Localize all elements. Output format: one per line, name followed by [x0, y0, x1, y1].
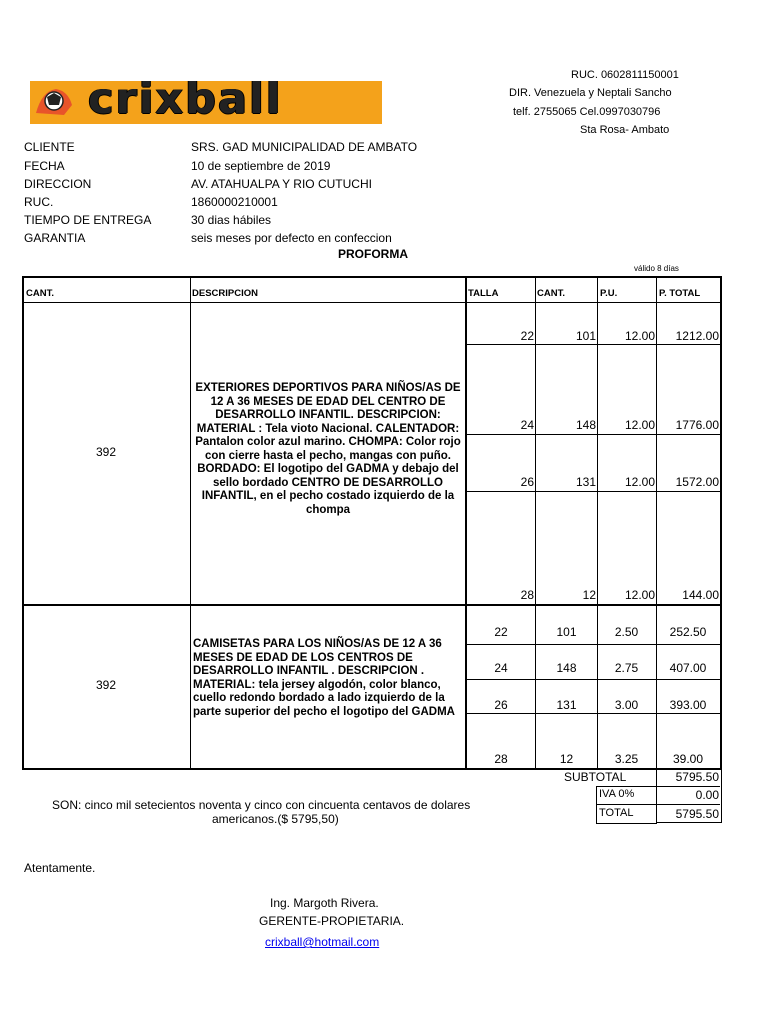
date-value: 10 de septiembre de 2019 [191, 159, 331, 173]
table-cell: 101 [556, 625, 577, 639]
address-label: DIRECCION [24, 177, 92, 191]
row-divider [466, 679, 720, 680]
document-title: PROFORMA [338, 247, 408, 261]
table-cell: 39.00 [672, 752, 704, 766]
header-cant2: CANT. [537, 288, 565, 299]
warranty-label: GARANTIA [24, 231, 86, 245]
header-pu: P.U. [600, 288, 618, 299]
subtotal-value: 5795.50 [675, 770, 719, 784]
table-cell: 148 [556, 661, 577, 675]
group2-description: CAMISETAS PARA LOS NIÑOS/AS DE 12 A 36 MESES DE EDAD DE LOS CENTROS DE DESARROLLO INFANTIL . DESCRIPCION . MATERIAL: tela jersey algodón, color blanco, cuello redondo bordado a lado izquierdo de la parte superior del pecho el logotipo del GADMA [193, 638, 455, 718]
table-cell: 148 [575, 418, 596, 432]
col-divider [465, 276, 467, 768]
table-cell: 26 [520, 475, 534, 489]
ruc-value: 1860000210001 [191, 195, 278, 209]
total-label: TOTAL [599, 807, 634, 819]
table-cell: 28 [520, 588, 534, 602]
subtotal-label: SUBTOTAL [564, 770, 627, 784]
table-cell: 393.00 [669, 698, 707, 712]
table-cell: 12.00 [624, 329, 655, 343]
table-cell: 252.50 [669, 625, 707, 639]
delivery-label: TIEMPO DE ENTREGA [24, 213, 152, 227]
amount-in-words-2: americanos.($ 5795,50) [212, 812, 339, 826]
table-cell: 24 [520, 418, 534, 432]
address-value: AV. ATAHUALPA Y RIO CUTUCHI [191, 177, 372, 191]
signature-role: GERENTE-PROPIETARIA. [259, 914, 405, 928]
total-value: 5795.50 [675, 807, 719, 821]
table-cell: 2.50 [614, 625, 639, 639]
table-cell: 3.00 [614, 698, 639, 712]
table-cell: 101 [575, 329, 596, 343]
table-cell: 26 [494, 698, 508, 712]
table-cell: 22 [494, 625, 508, 639]
table-cell: 131 [575, 475, 596, 489]
table-cell: 12.00 [624, 588, 655, 602]
table-cell: 12.00 [624, 418, 655, 432]
logo-text: crixball [88, 81, 283, 124]
col-divider [656, 276, 657, 768]
header-talla: TALLA [468, 288, 499, 299]
company-logo [30, 81, 382, 124]
row-divider [466, 344, 720, 345]
col-divider [535, 276, 536, 768]
table-cell: 12 [559, 752, 574, 766]
group2-qty: 392 [95, 678, 117, 692]
table-cell: 1776.00 [675, 418, 719, 432]
table-cell: 1212.00 [675, 329, 719, 343]
closing-text: Atentamente. [24, 861, 96, 875]
table-cell: 24 [494, 661, 508, 675]
table-cell: 12.00 [624, 475, 655, 489]
ruc-label: RUC. [24, 195, 54, 209]
group1-description: EXTERIORES DEPORTIVOS PARA NIÑOS/AS DE 12 A 36 MESES DE EDAD DEL CENTRO DE DESARROLLO INFANTIL. DESCRIPCION: MATERIAL : Tela vioto Nacional. CALENTADOR: Pantalon color azul marino. CHOMPA: Color rojo con cierre hasta el pecho, mangas con puño. BORDADO: El logotipo del GADMA y debajo del sello bordado CENTRO DE DESARROLLO INFANTIL, en el pecho costado izquierdo de la chompa [195, 382, 461, 516]
validity-note: válido 8 días [634, 264, 679, 273]
table-cell: 22 [520, 329, 534, 343]
col-divider [597, 276, 598, 768]
table-cell: 1572.00 [675, 475, 719, 489]
table-cell: 2.75 [614, 661, 639, 675]
header-cant: CANT. [26, 288, 54, 299]
company-city: Sta Rosa- Ambato [580, 124, 670, 136]
iva-label: IVA 0% [599, 788, 635, 800]
ball-icon [34, 85, 74, 119]
row-divider [466, 434, 720, 435]
row-divider [466, 713, 720, 714]
header-descripcion: DESCRIPCION [192, 288, 258, 299]
col-divider [190, 276, 191, 768]
client-value: SRS. GAD MUNICIPALIDAD DE AMBATO [191, 140, 418, 154]
signature-name: Ing. Margoth Rivera. [270, 896, 379, 910]
client-label: CLIENTE [24, 140, 75, 154]
table-cell: 131 [556, 698, 577, 712]
row-divider [466, 644, 720, 645]
iva-value: 0.00 [695, 788, 719, 802]
amount-in-words: SON: cinco mil setecientos noventa y cinco con cincuenta centavos de dolares [52, 798, 471, 812]
header-divider [22, 302, 722, 303]
header-ptotal: P. TOTAL [659, 288, 701, 299]
company-phone: telf. 2755065 Cel.0997030796 [513, 106, 661, 118]
table-cell: 144.00 [682, 588, 719, 602]
email-link[interactable]: crixball@hotmail.com [265, 935, 380, 949]
group1-qty: 392 [95, 445, 117, 459]
totals-divider [656, 786, 720, 787]
company-address: DIR. Venezuela y Neptali Sancho [509, 87, 672, 99]
table-cell: 407.00 [669, 661, 707, 675]
warranty-value: seis meses por defecto en confeccion [191, 231, 392, 245]
table-cell: 12 [582, 588, 596, 602]
date-label: FECHA [24, 159, 65, 173]
row-divider [466, 491, 720, 492]
table-cell: 28 [494, 752, 508, 766]
group-divider [22, 604, 722, 606]
table-cell: 3.25 [614, 752, 639, 766]
totals-divider [596, 804, 720, 805]
delivery-value: 30 dias hábiles [191, 213, 272, 227]
company-ruc: RUC. 0602811150001 [571, 69, 679, 81]
